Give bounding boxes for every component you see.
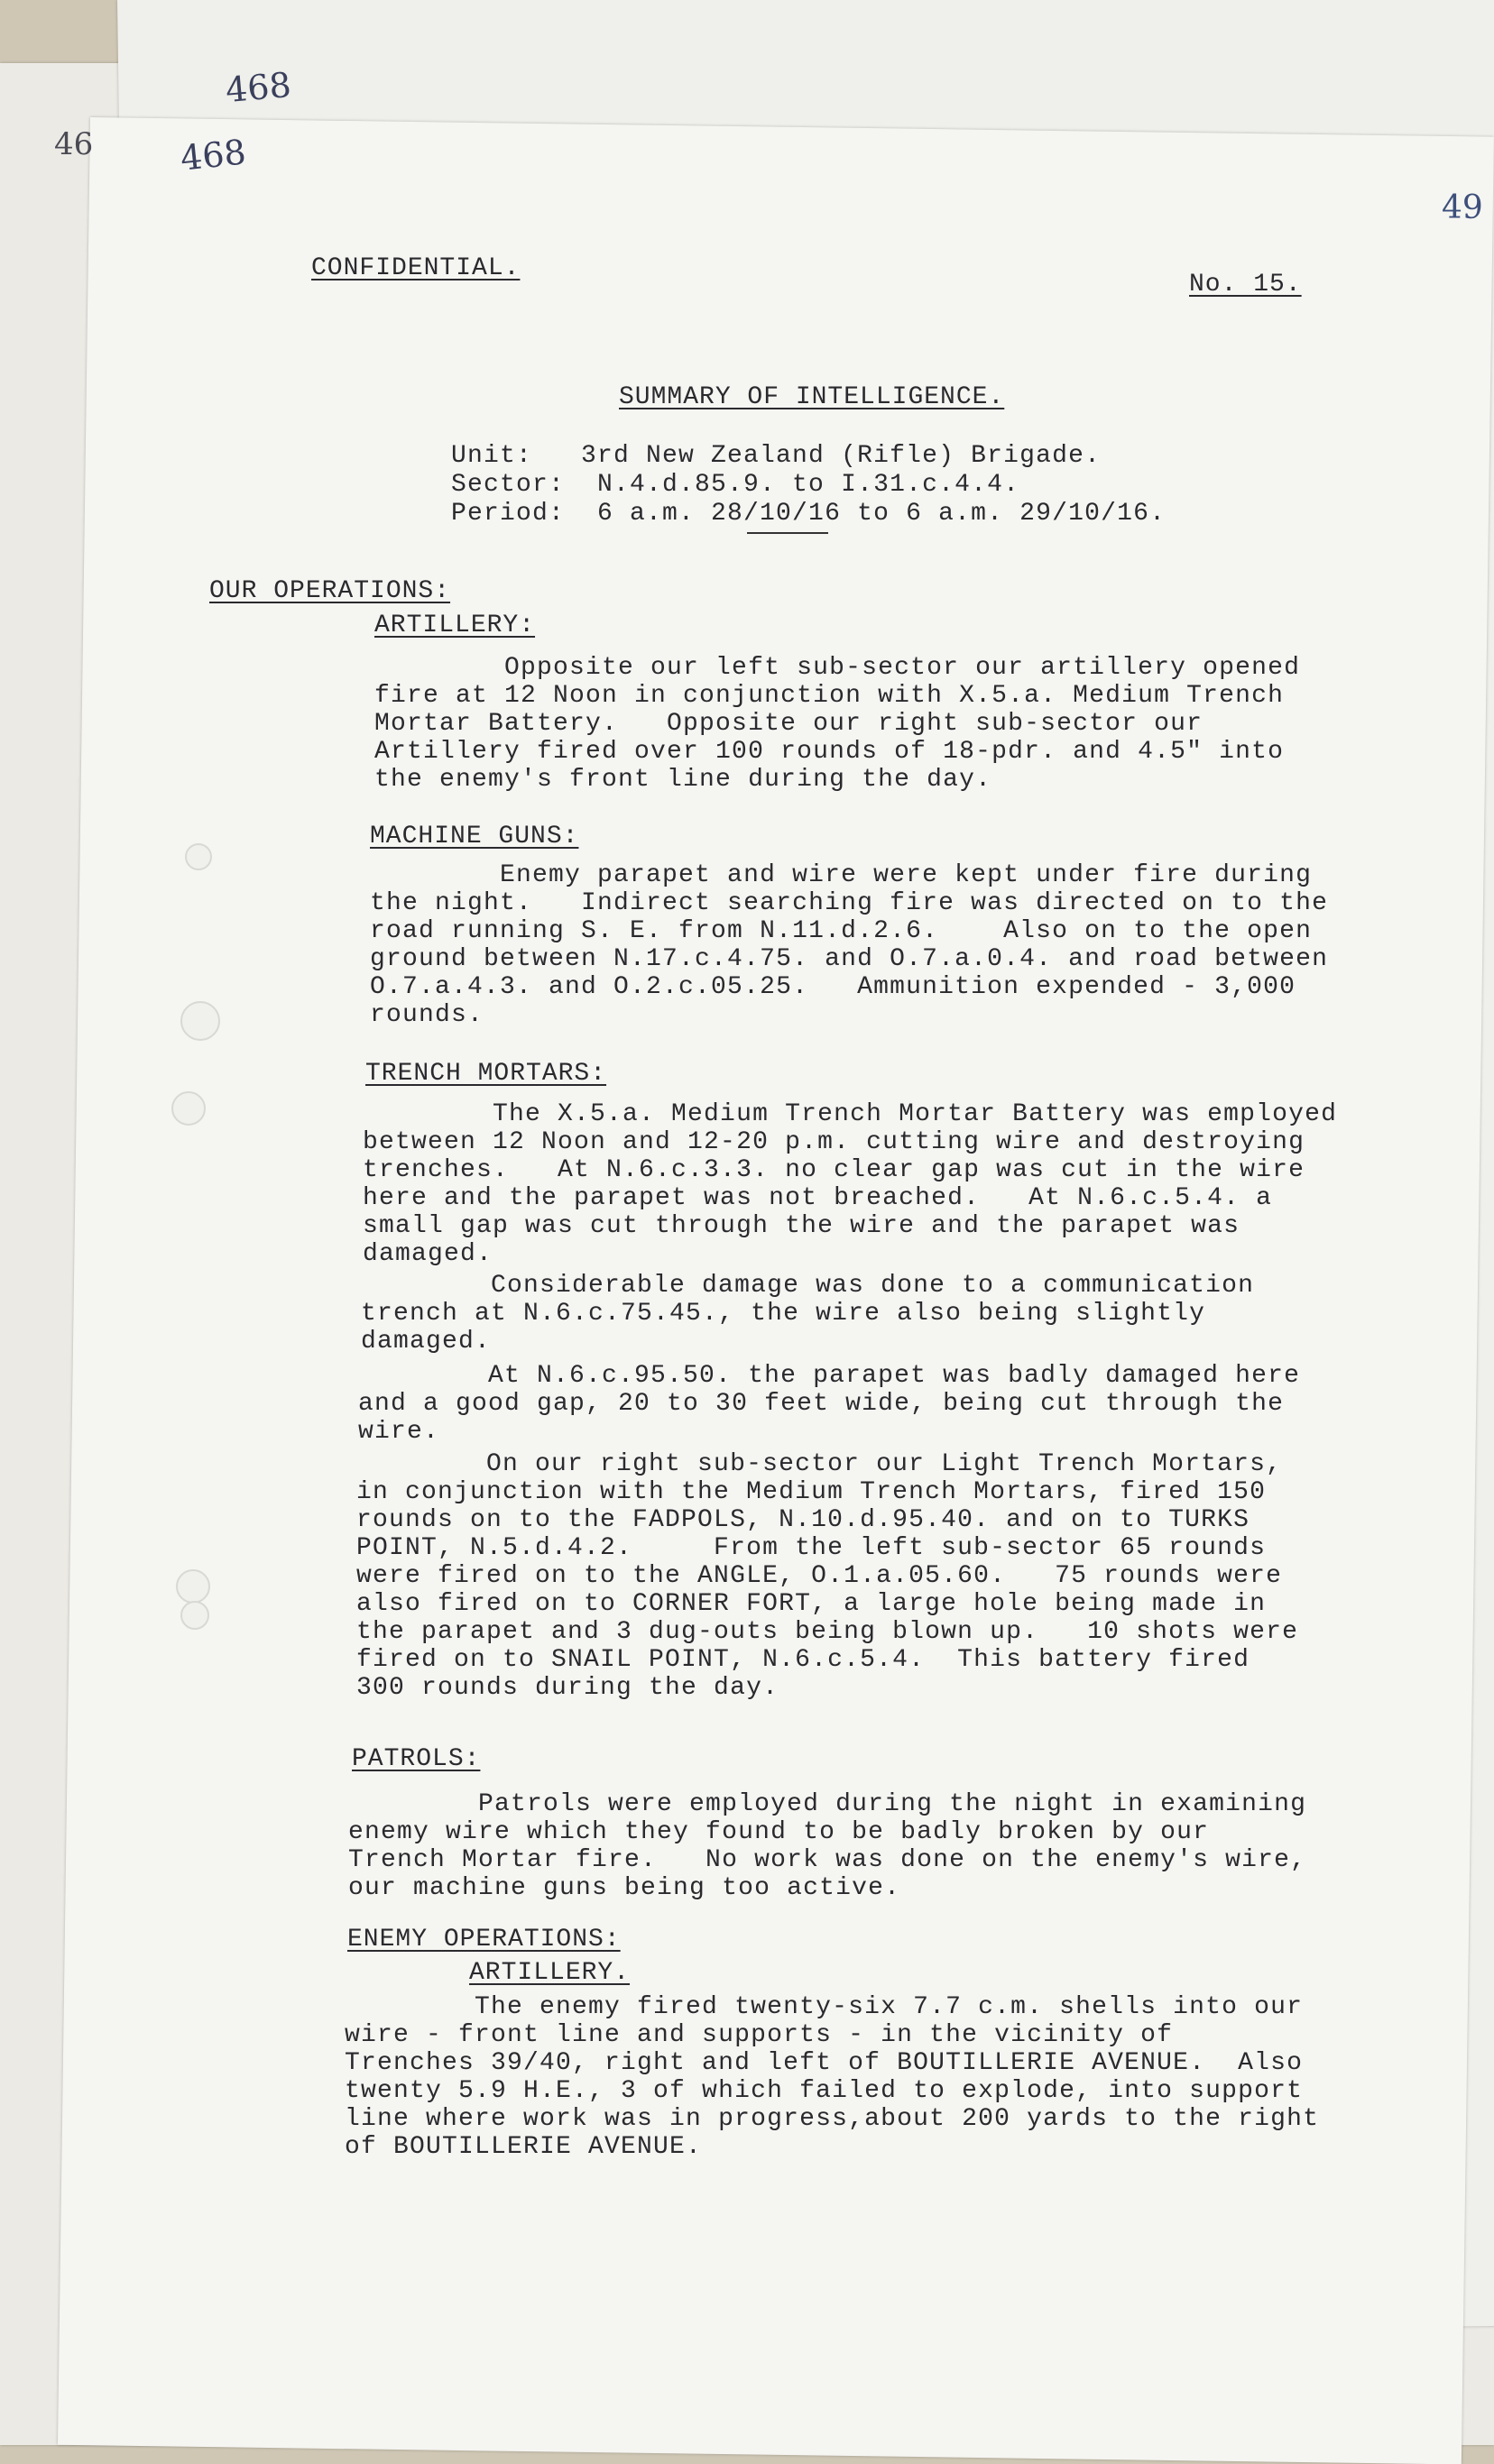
trench-mortars-paragraph: At N.6.c.95.50. the parapet was badly damaged here and a good gap, 20 to 30 feet wide, being cut through the wire. [358,1362,1301,1446]
trench-mortars-paragraph: The X.5.a. Medium Trench Mortar Battery was employed between 12 Noon and 12-20 p.m. cutting wire and destroying trenches. At N.6.c.3.3. no clear gap was cut in the wire here and the parapet was not breached. At N.6.c.5.4. a small gap was cut through the wire and the parapet was damaged. [363,1100,1338,1268]
patrols-heading: PATROLS: [352,1745,481,1773]
artillery-heading: ARTILLERY: [374,611,536,639]
classification-label: CONFIDENTIAL. [311,254,521,282]
folio-stamp-back: 468 [224,64,293,111]
machine-guns-paragraph: Enemy parapet and wire were kept under fire during the night. Indirect searching fire was directed on to the road running S. E. from N.11.d.2.6. Also on to the open ground between N.17.c.4.75. and O.7.a.0.4. and road between O.7.a.4.3. and O.2.c.05.25. Ammunition expended - 3,000 rounds. [370,861,1329,1029]
folio-stamp-right: 49 [1442,189,1483,226]
unit-sector-period: Unit: 3rd New Zealand (Rifle) Brigade. Sector: N.4.d.85.9. to I.31.c.4.4. Period: 6 a.m. 28/10/16 to 6 a.m. 29/10/16. [451,442,1167,528]
title-rule [747,532,828,534]
document-number: No. 15. [1189,271,1302,299]
trench-mortars-heading: TRENCH MORTARS: [365,1060,607,1088]
patrols-paragraph: Patrols were employed during the night in examining enemy wire which they found to be badly broken by our Trench Mortar fire. No work was done on the enemy's wire, our machine guns being too active. [348,1790,1307,1902]
machine-guns-heading: MACHINE GUNS: [370,823,579,850]
document-title: SUMMARY OF INTELLIGENCE. [619,383,1005,411]
enemy-operations-heading: ENEMY OPERATIONS: [347,1926,621,1954]
enemy-artillery-heading: ARTILLERY. [469,1959,631,1987]
our-operations-heading: OUR OPERATIONS: [209,577,451,605]
artillery-paragraph: Opposite our left sub-sector our artillery opened fire at 12 Noon in conjunction with X.5.a. Medium Trench Mortar Battery. Opposite our right sub-sector our Artillery fired over 100 rounds of 18-pdr. and 4.5" into the enemy's front line during the day. [374,654,1301,794]
trench-mortars-paragraph: On our right sub-sector our Light Trench Mortars, in conjunction with the Medium Trench Mortars, fired 150 rounds on to the FADPOLS, N.10.d.95.40. and on to TURKS POINT, N.5.d.4.2. From the left sub-sector 65 rounds were fired on to the ANGLE, O.1.a.05.60. 75 rounds were also fired on to CORNER FORT, a large hole being made in the parapet and 3 dug-outs being blown up. 10 shots were fired on to SNAIL POINT, N.6.c.5.4. This battery fired 300 rounds during the day. [356,1450,1299,1702]
edge-folio-stamp: 46 [54,126,94,162]
folio-stamp-front: 468 [178,132,248,179]
enemy-artillery-paragraph: The enemy fired twenty-six 7.7 c.m. shells into our wire - front line and supports - in the vicinity of Trenches 39/40, right and left of BOUTILLERIE AVENUE. Also twenty 5.9 H.E., 3 of which failed to explode, into support line where work was in progress,about 200 yards to the right of BOUTILLERIE AVENUE. [345,1993,1320,2161]
trench-mortars-paragraph: Considerable damage was done to a communication trench at N.6.c.75.45., the wire also being slightly damaged. [361,1272,1255,1356]
